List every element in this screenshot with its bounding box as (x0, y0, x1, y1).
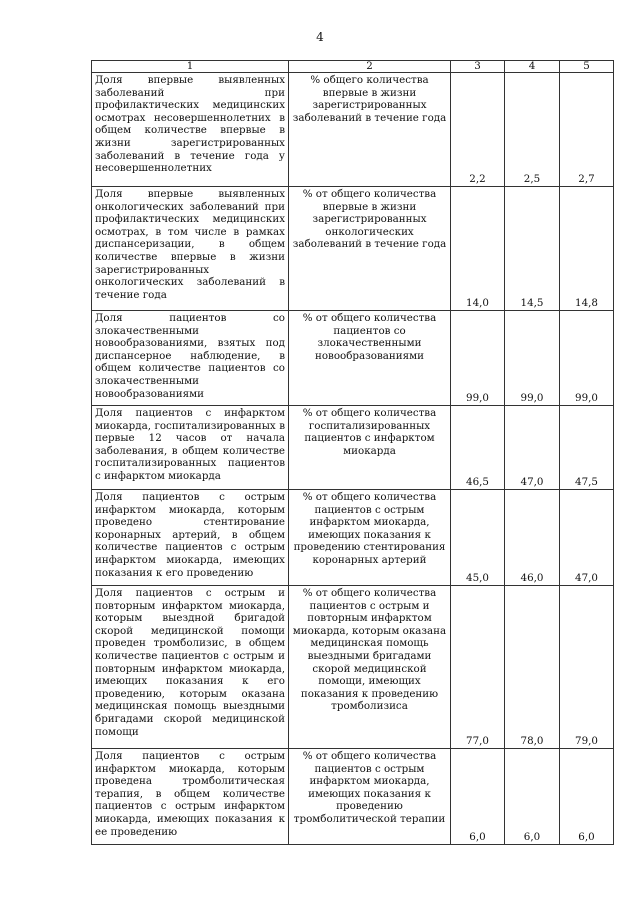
indicator-cell: Доля пациентов с острым и повторным инфарктом миокарда, которым выездной бригадой скорой медицинской помощи проведен тромболизис, в общем количестве пациентов с острым и повторным инфарктом миокарда, имеющих показания к его проведению, которым оказана медицинская помощь выездными бригадами скорой медицинской помощи (92, 586, 289, 749)
value-cell-col4: 46,0 (505, 490, 560, 586)
value-cell-col5: 2,7 (560, 73, 614, 187)
header-cell-2: 2 (289, 61, 451, 73)
indicator-cell: Доля впервые выявленных онкологических заболеваний при профилактических медицинских осмотрах, в том числе в рамках диспансеризации, в общем количестве впервые в жизни зарегистрированных онкологических заболеваний в течение года (92, 187, 289, 311)
indicator-cell: Доля пациентов с инфарктом миокарда, госпитализированных в первые 12 часов от начала заболевания, в общем количестве госпитализированных пациентов с инфарктом миокарда (92, 406, 289, 490)
value-cell-col4: 6,0 (505, 749, 560, 845)
table-row (92, 586, 614, 749)
value-cell-col3: 2,2 (451, 73, 505, 187)
table-row (92, 187, 614, 311)
value-cell-col4: 2,5 (505, 73, 560, 187)
value-cell-col3: 6,0 (451, 749, 505, 845)
header-row (92, 61, 614, 73)
unit-cell: % от общего количества пациентов со злокачественными новообразованиями (289, 311, 451, 406)
header-cell-4: 4 (505, 61, 560, 73)
value-cell-col3: 14,0 (451, 187, 505, 311)
unit-cell: % от общего количества госпитализированных пациентов с инфарктом миокарда (289, 406, 451, 490)
value-cell-col5: 47,0 (560, 490, 614, 586)
header-cell-1: 1 (92, 61, 289, 73)
value-cell-col5: 14,8 (560, 187, 614, 311)
header-cell-3: 3 (451, 61, 505, 73)
value-cell-col3: 46,5 (451, 406, 505, 490)
table-row (92, 490, 614, 586)
table-row (92, 311, 614, 406)
indicator-cell: Доля впервые выявленных заболеваний при профилактических медицинских осмотрах несовершеннолетних в общем количестве впервые в жизни зарегистрированных заболеваний в течение года у несовершеннолетних (92, 73, 289, 187)
indicator-cell: Доля пациентов с острым инфарктом миокарда, которым проведена тромболитическая терапия, в общем количестве пациентов с острым инфарктом миокарда, имеющих показания к ее проведению (92, 749, 289, 845)
unit-cell: % общего количества впервые в жизни зарегистрированных заболеваний в течение года (289, 73, 451, 187)
unit-cell: % от общего количества пациентов с острым инфарктом миокарда, имеющих показания к проведению тромболитической терапии (289, 749, 451, 845)
value-cell-col5: 99,0 (560, 311, 614, 406)
indicator-cell: Доля пациентов с острым инфарктом миокарда, которым проведено стентирование коронарных артерий, в общем количестве пациентов с острым инфарктом миокарда, имеющих показания к его проведению (92, 490, 289, 586)
unit-cell: % от общего количества пациентов с острым и повторным инфарктом миокарда, которым оказана медицинская помощь выездными бригадами скорой медицинской помощи, имеющих показания к проведению тромболизиса (289, 586, 451, 749)
value-cell-col3: 99,0 (451, 311, 505, 406)
unit-cell: % от общего количества пациентов с острым инфарктом миокарда, имеющих показания к проведению стентирования коронарных артерий (289, 490, 451, 586)
value-cell-col5: 6,0 (560, 749, 614, 845)
value-cell-col5: 79,0 (560, 586, 614, 749)
table-row (92, 749, 614, 845)
value-cell-col4: 14,5 (505, 187, 560, 311)
value-cell-col4: 78,0 (505, 586, 560, 749)
indicators-table (91, 60, 614, 845)
table-row (92, 406, 614, 490)
table-row (92, 73, 614, 187)
value-cell-col3: 77,0 (451, 586, 505, 749)
page-number: 4 (316, 30, 324, 44)
value-cell-col4: 99,0 (505, 311, 560, 406)
unit-cell: % от общего количества впервые в жизни зарегистрированных онкологических заболеваний в течение года (289, 187, 451, 311)
value-cell-col4: 47,0 (505, 406, 560, 490)
value-cell-col5: 47,5 (560, 406, 614, 490)
indicator-cell: Доля пациентов со злокачественными новообразованиями, взятых под диспансерное наблюдение, в общем количестве пациентов со злокачественными новообразованиями (92, 311, 289, 406)
header-cell-5: 5 (560, 61, 614, 73)
value-cell-col3: 45,0 (451, 490, 505, 586)
